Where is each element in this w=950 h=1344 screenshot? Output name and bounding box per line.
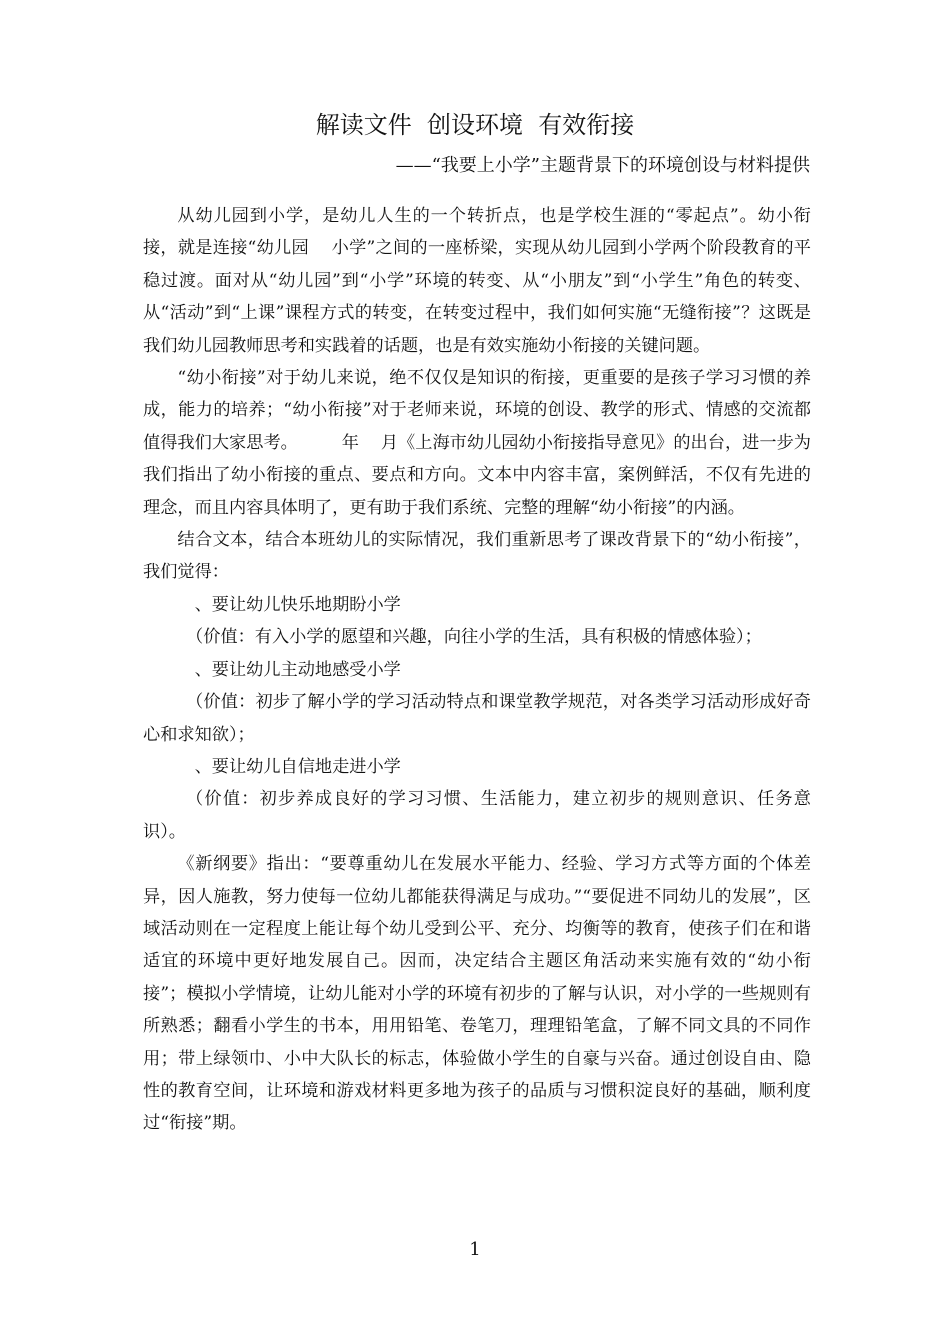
document-body xyxy=(143,200,811,1140)
list-item-value-3: （价值：初步养成良好的学习习惯、生活能力，建立初步的规则意识、任务意识）。 xyxy=(143,789,811,842)
document-subtitle: ——“我要上小学”主题背景下的环境创设与材料提供 xyxy=(395,155,810,176)
list-item-value-1: （价值：有入小学的愿望和兴趣，向往小学的生活，具有积极的情感体验）； xyxy=(186,627,762,648)
document-title: 解读文件 创设环境 有效衔接 xyxy=(315,111,635,139)
paragraph-intro: 从幼儿园到小学，是幼儿人生的一个转折点，也是学校生涯的“零起点”。幼小衔接，就是连接“幼儿园 小学”之间的一座桥梁，实现从幼儿园到小学两个阶段教育的平稳过渡。面对从“幼儿园”到“小学”环境的转变、从“小朋友”到“小学生”角色的转变、从“活动”到“上课”课程方式的转变，在转变过程中，我们如何实施“无缝衔接”？这既是我们幼儿园教师思考和实践着的话题，也是有效实施幼小衔接的关键问题。 xyxy=(143,206,811,356)
paragraph-connection-meaning: “幼小衔接”对于幼儿来说，绝不仅仅是知识的衔接，更重要的是孩子学习习惯的养成，能力的培养；“幼小衔接”对于老师来说，环境的创设、教学的形式、情感的交流都值得我们大家思考。 年 月《上海市幼儿园幼小衔接指导意见》的出台，进一步为我们指出了幼小衔接的重点、要点和方向。文本中内容丰富，案例鲜活，不仅有先进的理念，而且内容具体明了，更有助于我们系统、完整的理解“幼小衔接”的内涵。 xyxy=(143,368,811,518)
paragraph-new-outline: 《新纲要》指出：“要尊重幼儿在发展水平能力、经验、学习方式等方面的个体差异，因人施教，努力使每一位幼儿都能获得满足与成功。”“要促进不同幼儿的发展”，区域活动则在一定程度上能让每个幼儿受到公平、充分、均衡等的教育，使孩子们在和谐适宜的环境中更好地发展自己。因而，决定结合主题区角活动来实施有效的“幼小衔接”；模拟小学情境，让幼儿能对小学的环境有初步的了解与认识，对小学的一些规则有所熟悉；翻看小学生的书本，用用铅笔、卷笔刀，理理铅笔盒，了解不同文具的不同作用；带上绿领巾、小中大队长的标志，体验做小学生的自豪与兴奋。通过创设自由、隐性的教育空间，让环境和游戏材料更多地为孩子的品质与习惯积淀良好的基础，顺利度过“衔接”期。 xyxy=(143,854,811,1134)
list-item-value-2: （价值：初步了解小学的学习活动特点和课堂教学规范，对各类学习活动形成好奇心和求知欲）； xyxy=(143,692,811,745)
list-item-goal-2: 、要让幼儿主动地感受小学 xyxy=(194,659,401,680)
list-item-goal-3: 、要让幼儿自信地走进小学 xyxy=(194,756,401,777)
list-item-goal-1: 、要让幼儿快乐地期盼小学 xyxy=(194,594,401,615)
paragraph-reflection: 结合文本，结合本班幼儿的实际情况，我们重新思考了课改背景下的“幼小衔接”，我们觉得： xyxy=(143,530,811,583)
page-number: 1 xyxy=(469,1239,481,1260)
